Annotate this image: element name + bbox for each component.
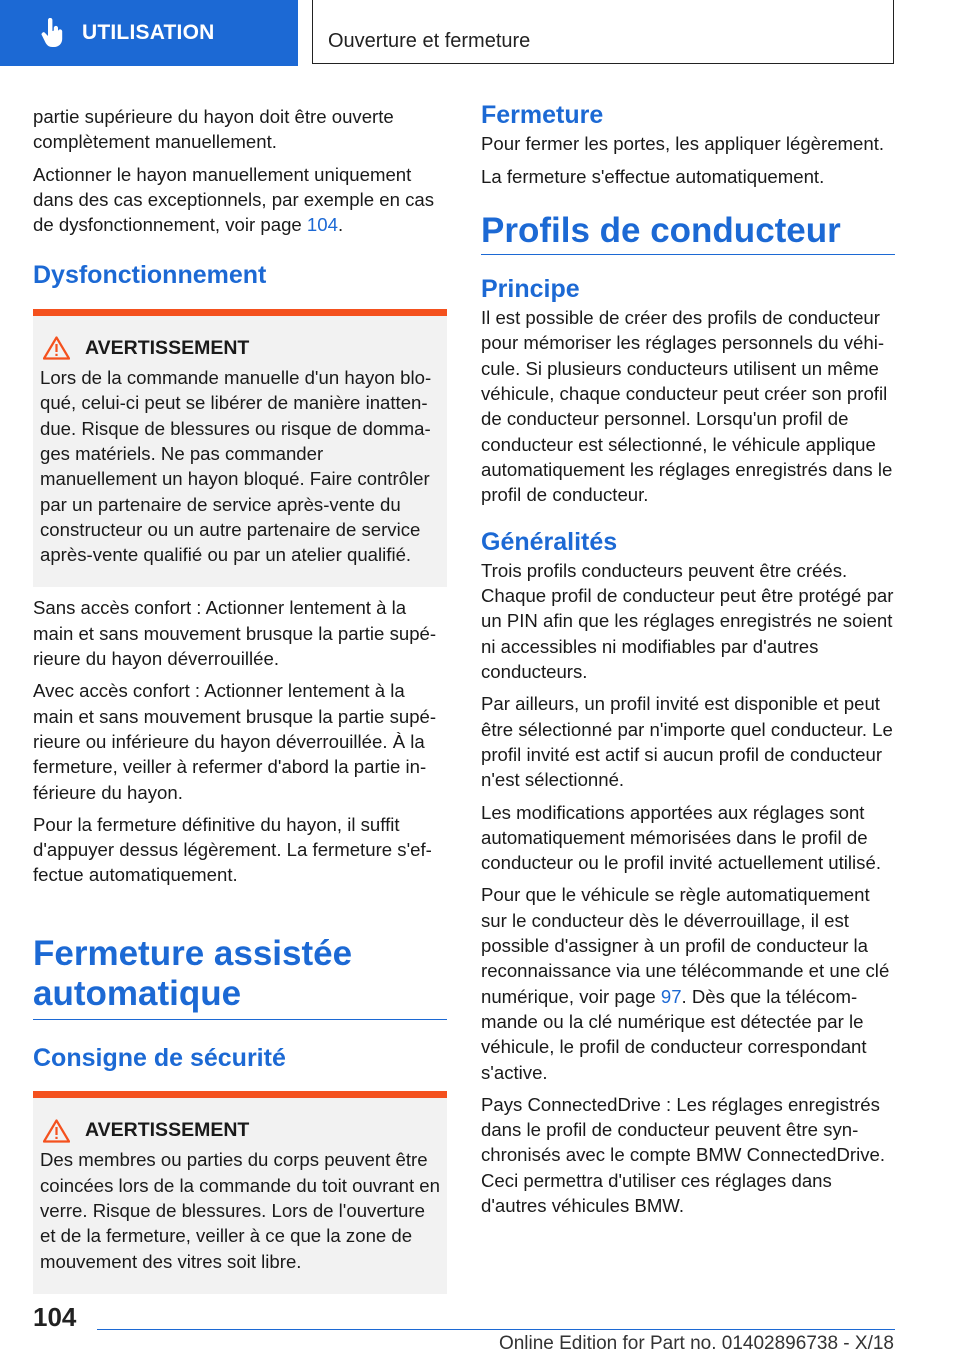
paragraph: Il est possible de créer des profils de conducteur pour mémoriser les réglages personnels du véhicule. Si plusieurs conducteurs utilisent un même véhicule, chaque conducteur peut créer son profil de conducteur personnel. Lorsqu'un profil de conducteur est sélectionné, le véhicule applique automatiquement les réglages enregistrés dans le profil de conducteur. <box>481 307 893 506</box>
warning-title-text: AVERTISSEMENT <box>85 1119 250 1142</box>
page-number: 104 <box>33 1302 77 1332</box>
left-column <box>33 104 447 1294</box>
paragraph-text: Pour que le véhicule se règle automatiquement sur le conducteur dès le déverrouillage, il est possible d'assigner à un profil de conducteur la reconnaissance via une télécommande et une clé numérique, voir page <box>481 884 890 1007</box>
paragraph: Trois profils conducteurs peuvent être créés. Chaque profil de conducteur peut être protégé par un PIN afin que les réglages enregistrés ne soient ni accessibles ni modifiables par d'autres conducteurs. <box>481 559 894 683</box>
paragraph <box>33 162 447 238</box>
warning-text: Lors de la commande manuelle d'un hayon bloqué, celui-ci peut se libérer de manière inattendue. Risque de blessures ou risque de dommages matériels. Ne pas commander manuellement un hayon bloqué. Faire contrôler par un partenaire de service après-vente du constructeur ou un autre partenaire de service après-vente qualifié ou par un atelier qualifié. <box>40 367 432 566</box>
footer-divider <box>97 1329 895 1330</box>
paragraph: Avec accès confort : Actionner lentement à la main et sans mouvement brusque la partie supérieure ou inférieure du hayon déverrouillée. À la fermeture, veiller à refermer d'abord la partie inférieure du hayon. <box>33 680 437 803</box>
warning-title <box>40 1118 441 1143</box>
heading-consigne-securite: Consigne de sécurité <box>33 1043 286 1072</box>
paragraph: partie supérieure du hayon doit être ouverte complètement manuellement. <box>33 106 394 153</box>
section-tab-label: UTILISATION <box>82 21 215 44</box>
chapter-title: Ouverture et fermeture <box>328 30 531 52</box>
heading-line: automatique <box>33 973 242 1013</box>
heading-dysfonctionnement: Dysfonctionnement <box>33 261 267 290</box>
paragraph: Sans accès confort : Actionner lentement à la main et sans mouvement brusque la partie supérieure du hayon déverrouillée. <box>33 597 437 670</box>
warning-title <box>40 336 441 361</box>
warning-title-text: AVERTISSEMENT <box>85 336 250 359</box>
paragraph-text: Actionner le hayon manuellement uniquement dans des cas exceptionnels, par exemple en cas de dysfonctionnement, voir page <box>33 163 435 236</box>
paragraph-text: . Dès que la télécommande ou la clé numérique est détectée par le véhicule, le profil de conducteur correspondant s'active. <box>481 985 867 1083</box>
warning-triangle-icon <box>43 1119 70 1143</box>
paragraph: Pays ConnectedDrive : Les réglages enregistrés dans le profil de conducteur peuvent être synchronisés avec le compte BMW ConnectedDrive. Ceci permettra d'utiliser ces réglages dans d'autres véhicules BMW. <box>481 1093 886 1216</box>
right-column <box>481 101 895 1225</box>
heading-line: Fermeture assistée <box>33 933 353 973</box>
heading-fermeture: Fermeture <box>481 101 604 129</box>
paragraph: La fermeture s'effectue automatiquement. <box>481 165 825 187</box>
heading-generalites: Généralités <box>481 527 618 556</box>
hand-pointer-icon <box>40 18 66 48</box>
chapter-header <box>312 0 894 64</box>
page-link[interactable]: 97 <box>660 985 682 1007</box>
warning-box <box>33 309 447 588</box>
section-tab[interactable] <box>0 0 298 66</box>
paragraph: Pour fermer les portes, les appliquer légèrement. <box>481 133 885 155</box>
warning-text: Des membres ou parties du corps peuvent être coincées lors de la commande du toit ouvrant en verre. Risque de blessures. Lors de l'ouverture et de la fermeture, veiller à ce que la zone de mouvement des vitres soit libre. <box>40 1149 440 1272</box>
page-link[interactable]: 104 <box>306 214 338 236</box>
paragraph: Les modifications apportées aux réglages sont automatiquement mémorisées dans le profil de conducteur ou le profil invité actuellement utilisé. <box>481 801 881 874</box>
heading-profils-conducteur: Profils de conducteur <box>481 211 895 255</box>
warning-box <box>33 1091 447 1294</box>
paragraph: Par ailleurs, un profil invité est disponible et peut être sélectionné par n'importe quel conducteur. Le profil invité est actif si aucun profil de conducteur n'est sélectionné. <box>481 693 893 791</box>
paragraph-text: . <box>337 214 344 236</box>
warning-triangle-icon <box>43 336 70 360</box>
footer-edition: Online Edition for Part no. 01402896738 - X/18 <box>498 1333 894 1354</box>
paragraph: Pour la fermeture définitive du hayon, il suffit d'appuyer dessus légèrement. La fermeture s'effectue automatiquement. <box>33 813 432 886</box>
heading-fermeture-assistee <box>33 934 447 1020</box>
paragraph <box>481 882 895 1084</box>
heading-principe: Principe <box>481 274 580 303</box>
